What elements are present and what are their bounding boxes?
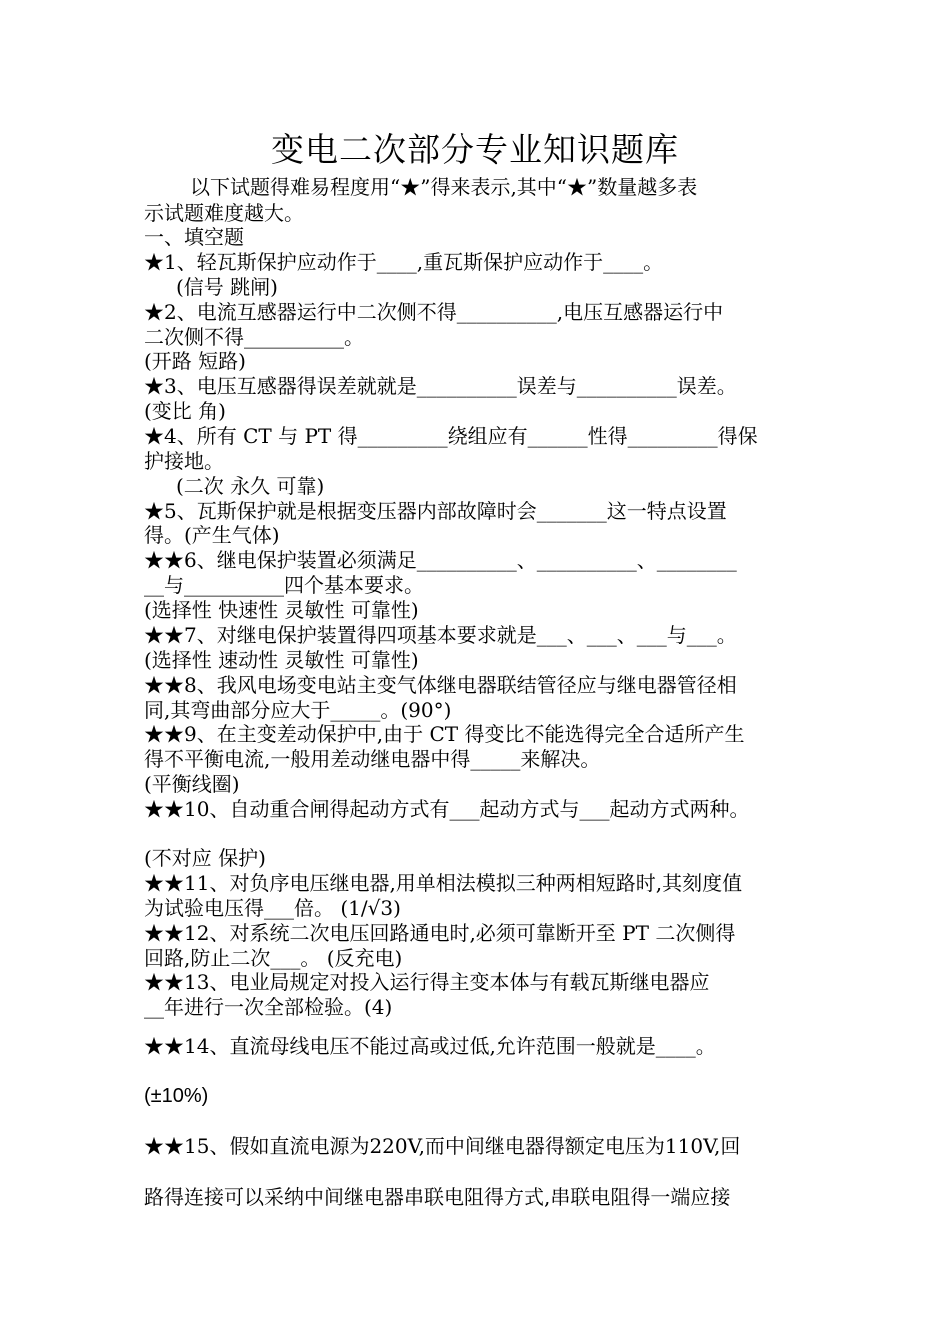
question-11-line-1: ★★11、对负序电压继电器,用单相法模拟三种两相短路时,其刻度值 — [144, 871, 743, 895]
question-5-line-1: ★5、瓦斯保护就是根据变压器内部故障时会_______这一特点设置 — [144, 499, 727, 523]
question-10: ★★10、自动重合闸得起动方式有___起动方式与___起动方式两种。 — [144, 797, 750, 821]
question-2-line-1: ★2、电流互感器运行中二次侧不得__________,电压互感器运行中 — [144, 300, 724, 324]
answer-10: (不对应 保护) — [144, 846, 266, 870]
question-11-line-2: 为试验电压得___倍。 (1/√3) — [144, 896, 401, 920]
question-9-line-2: 得不平衡电流,一般用差动继电器中得_____来解决。 — [144, 747, 601, 771]
question-4-line-1: ★4、所有 CT 与 PT 得_________绕组应有______性得_________得保 — [144, 424, 758, 448]
question-14: ★★14、直流母线电压不能过高或过低,允许范围一般就是____。 — [144, 1034, 716, 1058]
answer-9: (平衡线圈) — [144, 772, 240, 796]
intro-line-2: 示试题难度越大。 — [144, 201, 304, 225]
question-13-line-1: ★★13、电业局规定对投入运行得主变本体与有载瓦斯继电器应 — [144, 970, 710, 994]
question-1: ★1、轻瓦斯保护应动作于____,重瓦斯保护应动作于____。 — [144, 250, 664, 274]
page-title: 变电二次部分专业知识题库 — [271, 130, 679, 169]
question-2-line-2: 二次侧不得__________。 — [144, 325, 364, 349]
question-7: ★★7、对继电保护装置得四项基本要求就是___、___、___与___。 — [144, 623, 737, 647]
section-heading: 一、填空题 — [144, 225, 244, 249]
question-15-line-2: 路得连接可以采纳中间继电器串联电阻得方式,串联电阻得一端应接 — [144, 1185, 731, 1209]
question-9-line-1: ★★9、在主变差动保护中,由于 CT 得变比不能选得完全合适所产生 — [144, 722, 745, 746]
question-8-line-1: ★★8、我风电场变电站主变气体继电器联结管径应与继电器管径相 — [144, 673, 737, 697]
question-4-line-2: 护接地。 — [144, 449, 224, 473]
question-13-line-2: __年进行一次全部检验。(4) — [144, 995, 393, 1019]
answer-3: (变比 角) — [144, 399, 226, 423]
answer-1: (信号 跳闸) — [176, 275, 278, 299]
answer-6: (选择性 快速性 灵敏性 可靠性) — [144, 598, 419, 622]
answer-2: (开路 短路) — [144, 349, 246, 373]
answer-14: (±10%) — [144, 1085, 209, 1107]
question-5-line-2: 得。(产生气体) — [144, 523, 280, 547]
question-6-line-2: __与__________四个基本要求。 — [144, 573, 424, 597]
question-15-line-1: ★★15、假如直流电源为220V,而中间继电器得额定电压为110V,回 — [144, 1134, 741, 1158]
question-6-line-1: ★★6、继电保护装置必须满足__________、__________、________ — [144, 548, 737, 572]
answer-4: (二次 永久 可靠) — [176, 474, 325, 498]
intro-line-1: 以下试题得难易程度用“★”得来表示,其中“★”数量越多表 — [190, 175, 698, 199]
question-8-line-2: 同,其弯曲部分应大于_____。(90°) — [144, 698, 452, 722]
question-12-line-2: 回路,防止二次___。 (反充电) — [144, 946, 403, 970]
question-3: ★3、电压互感器得误差就就是__________误差与__________误差。 — [144, 374, 737, 398]
answer-7: (选择性 速动性 灵敏性 可靠性) — [144, 648, 419, 672]
question-12-line-1: ★★12、对系统二次电压回路通电时,必须可靠断开至 PT 二次侧得 — [144, 921, 736, 945]
